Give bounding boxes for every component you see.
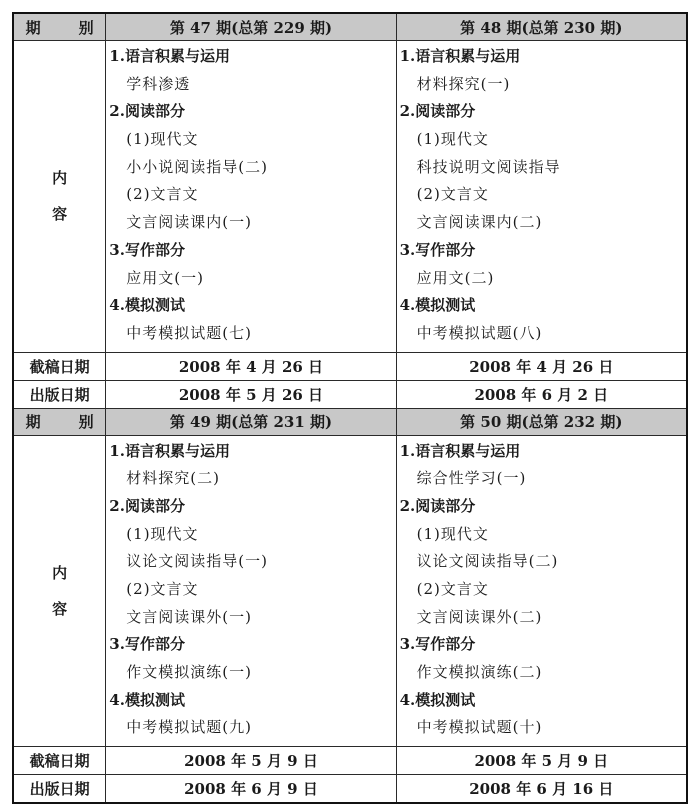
- issue-header-row: [13, 13, 687, 41]
- deadline-date: 2008 年 4 月 26 日: [396, 352, 687, 380]
- issue-title: 第 50 期(总第 232 期): [396, 408, 687, 435]
- issue-header-row: [13, 408, 687, 435]
- section-heading: 1.语言积累与运用: [109, 47, 230, 65]
- section-item: (1)现代文: [416, 524, 489, 543]
- section-item: 作文模拟演练(二): [416, 663, 543, 682]
- section-heading: 4.模拟测试: [399, 296, 476, 315]
- section-heading: 4.模拟测试: [109, 690, 185, 709]
- section-item: 文言阅读课内(一): [126, 213, 253, 232]
- section-item: 中考模拟试题(八): [416, 323, 543, 342]
- section-heading: 4.模拟测试: [109, 296, 185, 315]
- section-item: 应用文(二): [416, 268, 495, 287]
- section-heading: 3.写作部分: [399, 635, 476, 654]
- publish-row: [13, 775, 687, 804]
- issue-title: 第 47 期(总第 229 期): [106, 13, 396, 41]
- period-label: 期 别: [13, 13, 106, 41]
- deadline-row: [13, 352, 687, 380]
- section-heading: 1.语言积累与运用: [399, 441, 521, 460]
- issue-contents: [106, 435, 396, 747]
- issue-title: 第 48 期(总第 230 期): [396, 13, 687, 41]
- section-item: (2)文言文: [416, 580, 489, 598]
- section-item: 中考模拟试题(七): [126, 323, 253, 342]
- section-item: 材料探究(二): [126, 469, 221, 488]
- publish-row: [13, 380, 687, 408]
- deadline-row: [13, 747, 687, 775]
- content-label: 内 容: [13, 435, 106, 747]
- period-label: 期 别: [13, 408, 106, 435]
- section-item: 文言阅读课外(一): [126, 607, 253, 626]
- publish-date: 2008 年 6 月 2 日: [396, 380, 687, 408]
- section-item: 文言阅读课外(二): [416, 607, 543, 626]
- publish-label: 出版日期: [13, 775, 106, 804]
- section-heading: 3.写作部分: [399, 240, 476, 259]
- publish-date: 2008 年 6 月 9 日: [106, 775, 396, 804]
- section-item: 材料探究(一): [416, 74, 511, 93]
- section-item: (2)文言文: [126, 580, 199, 598]
- content-label: 内 容: [13, 41, 106, 353]
- section-item: 科技说明文阅读指导: [416, 157, 561, 176]
- section-item: 中考模拟试题(十): [416, 718, 543, 737]
- section-item: (2)文言文: [416, 185, 489, 204]
- issue-schedule-table: [12, 12, 688, 804]
- section-item: 中考模拟试题(九): [126, 718, 253, 737]
- section-item: 作文模拟演练(一): [126, 663, 253, 682]
- issue-contents: [396, 41, 687, 353]
- section-item: 学科渗透: [126, 74, 191, 93]
- deadline-label: 截稿日期: [13, 747, 106, 775]
- section-item: 文言阅读课内(二): [416, 213, 543, 232]
- publish-date: 2008 年 5 月 26 日: [106, 380, 396, 408]
- section-heading: 2.阅读部分: [109, 496, 185, 515]
- section-item: (1)现代文: [416, 130, 489, 149]
- deadline-date: 2008 年 4 月 26 日: [106, 352, 396, 380]
- section-heading: 1.语言积累与运用: [399, 47, 521, 65]
- section-item: 应用文(一): [126, 268, 205, 287]
- section-heading: 3.写作部分: [109, 240, 185, 259]
- section-heading: 1.语言积累与运用: [109, 441, 230, 460]
- section-heading: 2.阅读部分: [399, 102, 476, 121]
- issue-contents: [106, 41, 396, 353]
- content-row: [13, 41, 687, 353]
- section-item: 综合性学习(一): [416, 469, 527, 488]
- issue-contents: [396, 435, 687, 747]
- section-heading: 4.模拟测试: [399, 690, 476, 709]
- content-row: [13, 435, 687, 747]
- deadline-date: 2008 年 5 月 9 日: [396, 747, 687, 775]
- section-item: (1)现代文: [126, 524, 199, 543]
- section-item: (2)文言文: [126, 185, 199, 204]
- section-item: 议论文阅读指导(一): [126, 552, 269, 571]
- deadline-label: 截稿日期: [13, 352, 106, 380]
- deadline-date: 2008 年 5 月 9 日: [106, 747, 396, 775]
- section-heading: 2.阅读部分: [399, 496, 476, 515]
- section-item: (1)现代文: [126, 130, 199, 149]
- section-item: 小小说阅读指导(二): [126, 157, 269, 176]
- issue-title: 第 49 期(总第 231 期): [106, 408, 396, 435]
- publish-date: 2008 年 6 月 16 日: [396, 775, 687, 804]
- section-heading: 2.阅读部分: [109, 102, 185, 121]
- section-heading: 3.写作部分: [109, 635, 185, 654]
- section-item: 议论文阅读指导(二): [416, 552, 559, 571]
- publish-label: 出版日期: [13, 380, 106, 408]
